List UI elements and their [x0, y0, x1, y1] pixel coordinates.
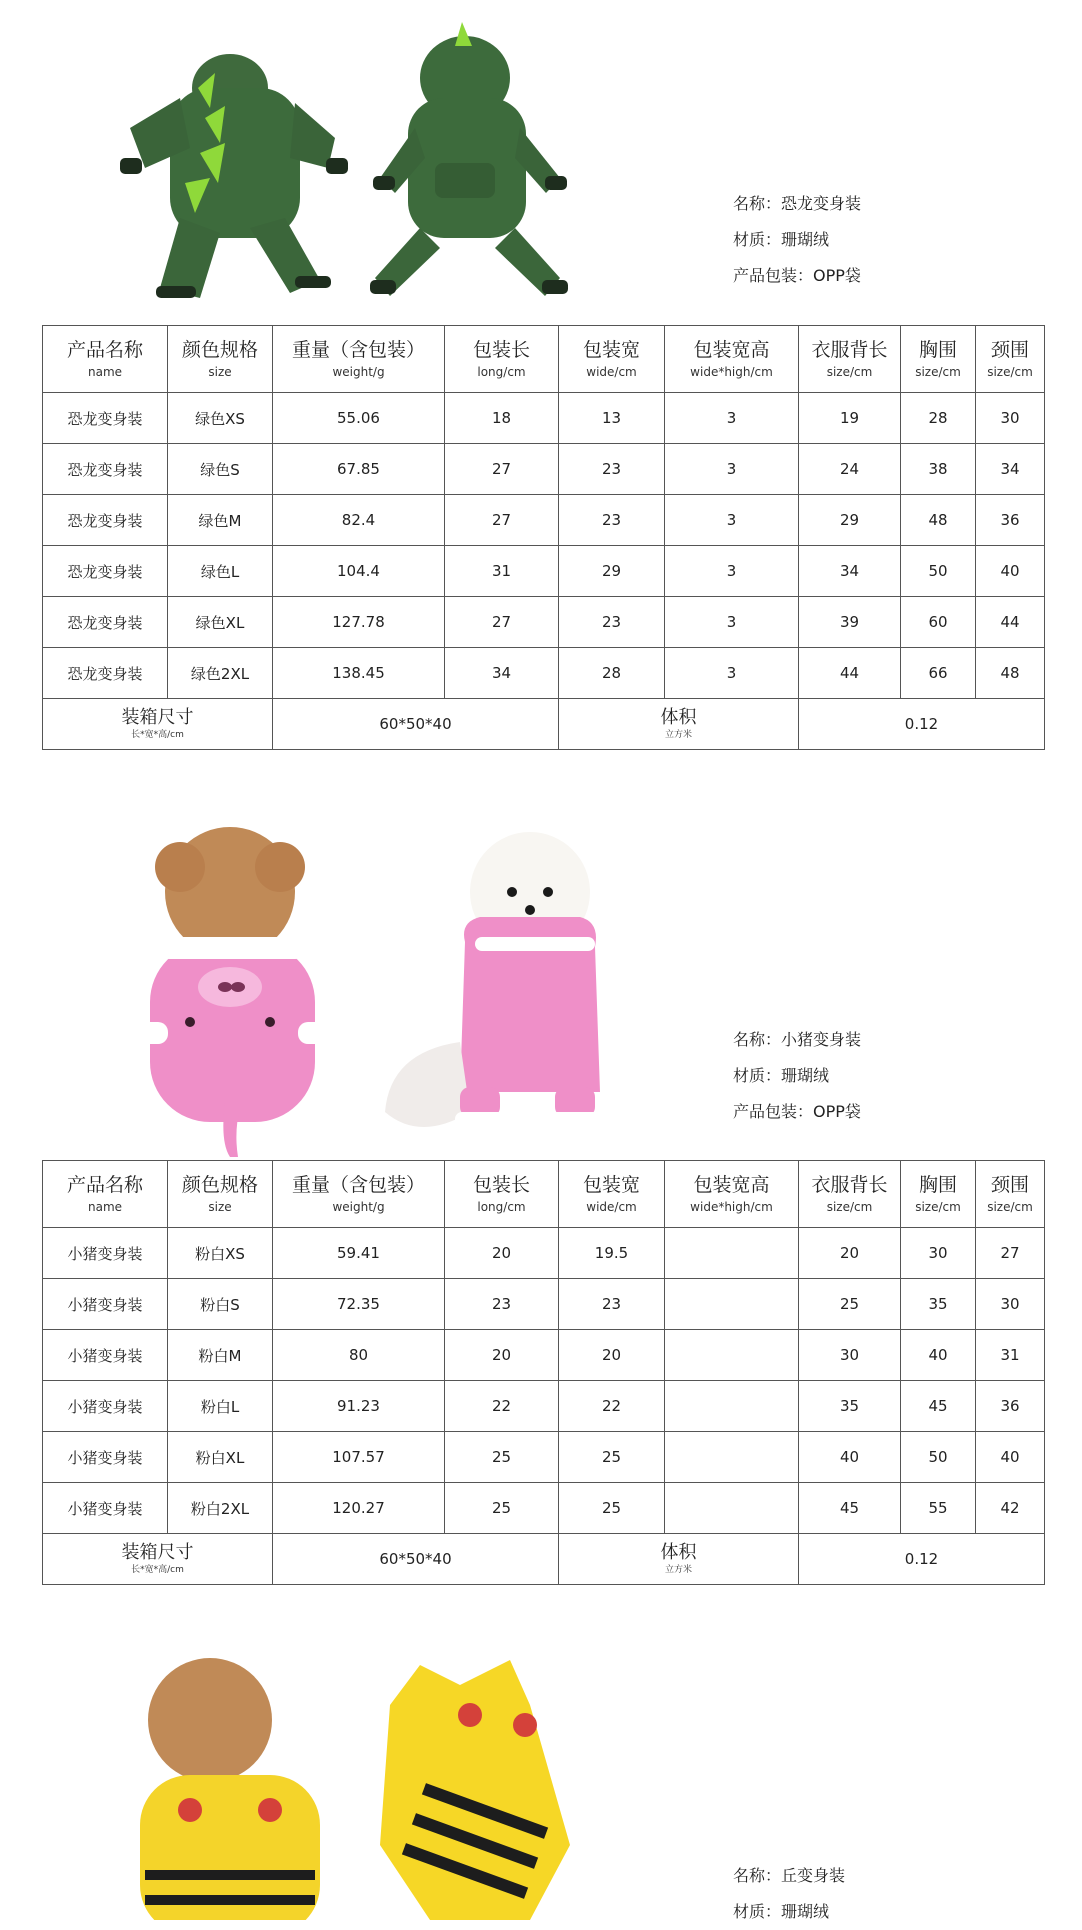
cell-neck: 44 [976, 597, 1045, 648]
cell-weight: 82.4 [273, 495, 445, 546]
cell-back-length: 45 [799, 1483, 901, 1534]
cell-name: 小猪变身装 [43, 1381, 168, 1432]
cell-neck: 36 [976, 1381, 1045, 1432]
table-body [43, 393, 1045, 699]
cell-size: 粉白XS [168, 1228, 273, 1279]
cell-pack-width: 22 [559, 1381, 665, 1432]
product-name: 名称：恐龙变身装 [733, 194, 862, 213]
cell-neck: 42 [976, 1483, 1045, 1534]
cell-name: 小猪变身装 [43, 1279, 168, 1330]
cell-neck: 31 [976, 1330, 1045, 1381]
cell-weight: 80 [273, 1330, 445, 1381]
box-size-label: 装箱尺寸 长*宽*高/cm [43, 699, 273, 750]
header-size: 颜色规格 size [168, 1161, 273, 1228]
cell-weight: 72.35 [273, 1279, 445, 1330]
cell-size: 绿色XS [168, 393, 273, 444]
header-pack-length: 包装长 long/cm [445, 326, 559, 393]
cell-pack-length: 27 [445, 495, 559, 546]
cell-pack-width: 25 [559, 1432, 665, 1483]
cell-pack-height: 3 [665, 597, 799, 648]
cell-size: 绿色S [168, 444, 273, 495]
cell-pack-length: 34 [445, 648, 559, 699]
cell-pack-length: 25 [445, 1483, 559, 1534]
cell-pack-length: 20 [445, 1228, 559, 1279]
box-size-label: 装箱尺寸 长*宽*高/cm [43, 1534, 273, 1585]
cell-neck: 40 [976, 1432, 1045, 1483]
cell-weight: 107.57 [273, 1432, 445, 1483]
cell-pack-height: 3 [665, 648, 799, 699]
cell-weight: 91.23 [273, 1381, 445, 1432]
product-material: 材质：珊瑚绒 [733, 1902, 830, 1921]
volume-label: 体积 立方米 [559, 699, 799, 750]
cell-pack-length: 27 [445, 597, 559, 648]
product-section-pig [0, 800, 1082, 1600]
box-size-value: 60*50*40 [273, 699, 559, 750]
cell-size: 粉白S [168, 1279, 273, 1330]
cell-size: 粉白M [168, 1330, 273, 1381]
table-row [43, 1228, 1045, 1279]
cell-back-length: 40 [799, 1432, 901, 1483]
pig-costume-photo [130, 812, 620, 1157]
cell-weight: 138.45 [273, 648, 445, 699]
cell-size: 绿色XL [168, 597, 273, 648]
pig-costume-poodle-icon [138, 827, 328, 1157]
product-name: 名称：小猪变身装 [733, 1030, 862, 1049]
product-name: 名称：丘变身装 [733, 1866, 846, 1885]
header-pack-height: 包装宽高 wide*high/cm [665, 326, 799, 393]
dinosaur-costume-front-icon [370, 22, 568, 296]
cell-pack-width: 25 [559, 1483, 665, 1534]
cell-pack-width: 20 [559, 1330, 665, 1381]
header-chest: 胸围 size/cm [901, 326, 976, 393]
pikachu-costume-photo [130, 1645, 600, 1920]
table-row [43, 648, 1045, 699]
cell-weight: 55.06 [273, 393, 445, 444]
table-row [43, 597, 1045, 648]
cell-back-length: 25 [799, 1279, 901, 1330]
pig-specs [733, 1022, 861, 1130]
cell-name: 小猪变身装 [43, 1432, 168, 1483]
header-neck: 颈围 size/cm [976, 1161, 1045, 1228]
dinosaur-specs [733, 186, 861, 294]
table-row [43, 1483, 1045, 1534]
header-back-length: 衣服背长 size/cm [799, 326, 901, 393]
cell-size: 粉白XL [168, 1432, 273, 1483]
cell-name: 小猪变身装 [43, 1228, 168, 1279]
cell-pack-length: 22 [445, 1381, 559, 1432]
header-pack-width: 包装宽 wide/cm [559, 1161, 665, 1228]
cell-pack-length: 31 [445, 546, 559, 597]
cell-pack-width: 28 [559, 648, 665, 699]
cell-pack-width: 23 [559, 444, 665, 495]
volume-value: 0.12 [799, 699, 1045, 750]
header-back-length: 衣服背长 size/cm [799, 1161, 901, 1228]
cell-size: 绿色2XL [168, 648, 273, 699]
header-chest: 胸围 size/cm [901, 1161, 976, 1228]
cell-size: 粉白2XL [168, 1483, 273, 1534]
cell-pack-height: 3 [665, 546, 799, 597]
product-packaging: 产品包装：OPP袋 [733, 1102, 861, 1121]
cell-weight: 104.4 [273, 546, 445, 597]
cell-pack-width: 23 [559, 495, 665, 546]
header-weight: 重量（含包装） weight/g [273, 1161, 445, 1228]
header-pack-length: 包装长 long/cm [445, 1161, 559, 1228]
cell-pack-width: 13 [559, 393, 665, 444]
cell-chest: 35 [901, 1279, 976, 1330]
table-row [43, 495, 1045, 546]
pikachu-specs [733, 1858, 845, 1930]
dinosaur-costume-photo [90, 18, 600, 318]
cell-pack-width: 23 [559, 1279, 665, 1330]
volume-label: 体积 立方米 [559, 1534, 799, 1585]
cell-neck: 30 [976, 1279, 1045, 1330]
cell-neck: 40 [976, 546, 1045, 597]
header-name: 产品名称 name [43, 1161, 168, 1228]
cell-back-length: 44 [799, 648, 901, 699]
table-row [43, 393, 1045, 444]
cell-name: 小猪变身装 [43, 1483, 168, 1534]
cell-pack-width: 29 [559, 546, 665, 597]
cell-pack-length: 23 [445, 1279, 559, 1330]
cell-chest: 40 [901, 1330, 976, 1381]
pikachu-costume-folded-icon [380, 1660, 570, 1920]
cell-pack-width: 23 [559, 597, 665, 648]
table-row [43, 444, 1045, 495]
cell-name: 恐龙变身装 [43, 546, 168, 597]
header-neck: 颈围 size/cm [976, 326, 1045, 393]
table-footer-row [43, 1534, 1045, 1585]
dinosaur-costume-back-icon [120, 54, 348, 298]
cell-neck: 27 [976, 1228, 1045, 1279]
cell-pack-height [665, 1330, 799, 1381]
cell-pack-length: 25 [445, 1432, 559, 1483]
cell-name: 小猪变身装 [43, 1330, 168, 1381]
cell-size: 粉白L [168, 1381, 273, 1432]
header-pack-width: 包装宽 wide/cm [559, 326, 665, 393]
cell-name: 恐龙变身装 [43, 597, 168, 648]
cell-name: 恐龙变身装 [43, 495, 168, 546]
cell-pack-height [665, 1279, 799, 1330]
cell-chest: 38 [901, 444, 976, 495]
cell-neck: 48 [976, 648, 1045, 699]
cell-back-length: 29 [799, 495, 901, 546]
volume-value: 0.12 [799, 1534, 1045, 1585]
cell-weight: 127.78 [273, 597, 445, 648]
pig-size-table [42, 1160, 1045, 1585]
cell-chest: 55 [901, 1483, 976, 1534]
cell-name: 恐龙变身装 [43, 393, 168, 444]
cell-chest: 30 [901, 1228, 976, 1279]
product-section-pikachu [0, 1630, 1082, 1920]
cell-chest: 28 [901, 393, 976, 444]
table-row [43, 1279, 1045, 1330]
cell-chest: 50 [901, 1432, 976, 1483]
table-header-row [43, 1161, 1045, 1228]
cell-pack-width: 19.5 [559, 1228, 665, 1279]
cell-weight: 67.85 [273, 444, 445, 495]
cell-pack-height: 3 [665, 444, 799, 495]
cell-neck: 36 [976, 495, 1045, 546]
cell-name: 恐龙变身装 [43, 648, 168, 699]
cell-pack-height [665, 1432, 799, 1483]
header-weight: 重量（含包装） weight/g [273, 326, 445, 393]
cell-neck: 30 [976, 393, 1045, 444]
cell-back-length: 35 [799, 1381, 901, 1432]
cell-neck: 34 [976, 444, 1045, 495]
cell-pack-length: 27 [445, 444, 559, 495]
pig-costume-pomeranian-icon [385, 832, 600, 1127]
pikachu-costume-poodle-icon [140, 1658, 320, 1920]
cell-size: 绿色L [168, 546, 273, 597]
cell-back-length: 30 [799, 1330, 901, 1381]
table-body [43, 1228, 1045, 1534]
cell-back-length: 39 [799, 597, 901, 648]
product-material: 材质：珊瑚绒 [733, 230, 830, 249]
cell-pack-length: 20 [445, 1330, 559, 1381]
cell-weight: 59.41 [273, 1228, 445, 1279]
cell-pack-height [665, 1483, 799, 1534]
product-material: 材质：珊瑚绒 [733, 1066, 830, 1085]
cell-back-length: 34 [799, 546, 901, 597]
table-footer-row [43, 699, 1045, 750]
cell-back-length: 19 [799, 393, 901, 444]
table-row [43, 1330, 1045, 1381]
cell-weight: 120.27 [273, 1483, 445, 1534]
cell-back-length: 20 [799, 1228, 901, 1279]
header-pack-height: 包装宽高 wide*high/cm [665, 1161, 799, 1228]
cell-pack-height [665, 1381, 799, 1432]
box-size-value: 60*50*40 [273, 1534, 559, 1585]
header-name: 产品名称 name [43, 326, 168, 393]
cell-chest: 66 [901, 648, 976, 699]
cell-name: 恐龙变身装 [43, 444, 168, 495]
product-packaging: 产品包装：OPP袋 [733, 266, 861, 285]
cell-pack-height [665, 1228, 799, 1279]
table-row [43, 546, 1045, 597]
table-header-row [43, 326, 1045, 393]
table-row [43, 1381, 1045, 1432]
product-section-dinosaur [0, 0, 1082, 760]
cell-chest: 45 [901, 1381, 976, 1432]
cell-chest: 48 [901, 495, 976, 546]
cell-pack-length: 18 [445, 393, 559, 444]
cell-size: 绿色M [168, 495, 273, 546]
cell-chest: 60 [901, 597, 976, 648]
cell-pack-height: 3 [665, 393, 799, 444]
header-size: 颜色规格 size [168, 326, 273, 393]
cell-chest: 50 [901, 546, 976, 597]
cell-back-length: 24 [799, 444, 901, 495]
table-row [43, 1432, 1045, 1483]
dinosaur-size-table [42, 325, 1045, 750]
cell-pack-height: 3 [665, 495, 799, 546]
